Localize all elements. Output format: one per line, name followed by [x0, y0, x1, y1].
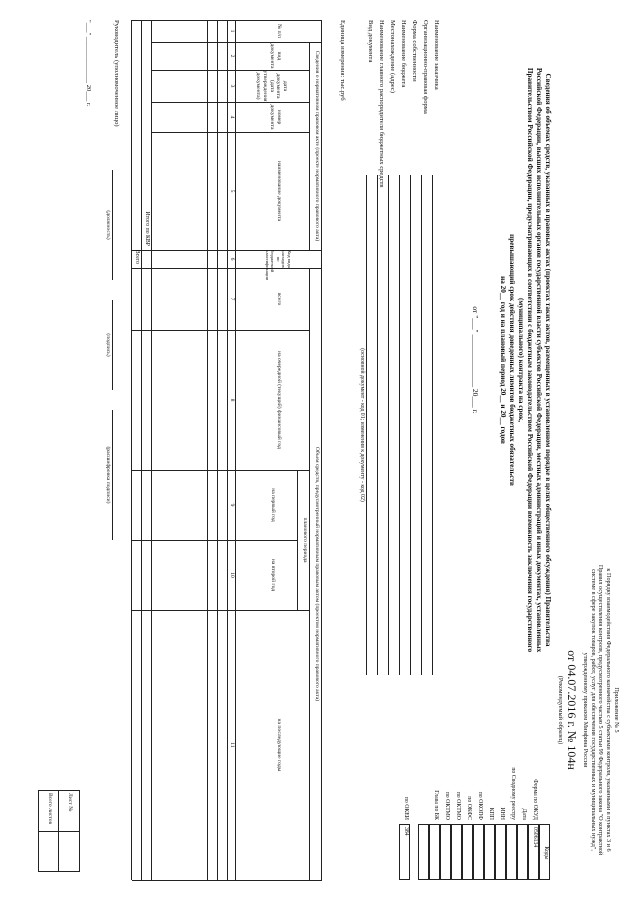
- code-value: [495, 824, 506, 880]
- doc-type-hint: (основной документ - код 01; изменения к документу - код 02): [359, 348, 365, 502]
- field-line: [432, 175, 433, 675]
- appendix-basis: к Порядку взаимодействия Федерального казначейства с субъектами контроля, указанными в пунктах 3 и 6 Правил осуществления контроля, предусмотренного частью 5 статьи 99 Федерального закона "О контрактной системе в сфере закупок товаров, работ, услуг для обеспечения государственных и муниципальных нужд", утвержденному приказом Минфина России: [582, 564, 613, 856]
- column-number: 8: [229, 398, 235, 402]
- signature-block: [20, 20, 120, 680]
- column-number: 7: [229, 297, 235, 301]
- code-label: Дата: [521, 808, 527, 820]
- code-label: по ОКЕИ: [403, 796, 409, 820]
- code-row: [440, 700, 451, 880]
- field-customer: Наименование заказчика: [433, 20, 440, 90]
- signature-caption: (подпись): [105, 333, 111, 357]
- code-row: [506, 700, 517, 880]
- codes-header-row: [539, 700, 550, 880]
- code-label: Форма по ОКУД: [532, 779, 538, 820]
- code-row: [517, 700, 528, 880]
- title-line: Сведения об объемах средств, указанных в правовых актах (проектах таких актов, размещенных в установленном порядке в целях общественного обсуждения) Правительства: [544, 73, 552, 647]
- field-legal-form: Организационно-правовая форма: [422, 20, 429, 114]
- column-number: 1: [229, 29, 235, 33]
- column-number: 2: [229, 54, 235, 58]
- code-value: [462, 824, 473, 880]
- column-number: 5: [229, 189, 235, 193]
- code-value: [418, 824, 429, 880]
- header-planned-period: планового периода: [302, 517, 308, 563]
- field-line: [399, 175, 400, 675]
- column-number: 10: [229, 572, 235, 578]
- field-line: [410, 175, 411, 675]
- order-number: 104н: [565, 745, 580, 770]
- title-line: (муниципального) контракта на срок,: [517, 297, 525, 423]
- header-kbk: Код вида расходов по бюджетной классификации: [265, 250, 292, 281]
- appendix-block: [557, 560, 621, 860]
- column-number: 3: [229, 84, 235, 88]
- code-row: [462, 700, 473, 880]
- header-doc-date: дата документа (дата утверждения документа): [255, 70, 288, 102]
- sheet-label: Лист №: [67, 793, 73, 812]
- field-line: [421, 175, 422, 675]
- code-label: по ОКОПФ: [477, 791, 483, 820]
- code-label: ИНН: [499, 807, 505, 820]
- column-number: 4: [229, 115, 235, 119]
- approved-prefix: от: [565, 650, 580, 662]
- header-next-years: на последующие годы: [276, 718, 282, 772]
- field-doc-type: Вид документа: [367, 20, 374, 63]
- header-row-number: № п/п: [276, 23, 282, 39]
- report-date: от "___" ______________ 20___ г.: [471, 306, 480, 414]
- header-fields: [330, 20, 440, 680]
- code-value: [429, 824, 440, 880]
- code-label: по ОКТМО: [444, 791, 450, 820]
- sheet-number-box: [38, 790, 80, 872]
- grand-total: Всего: [134, 249, 140, 264]
- header-second-year: на второй год: [270, 558, 276, 592]
- title-line: Правительством Российской Федерации, предусматривающих в соответствии с бюджетным законодательством Российской Федерации возможность заключения государственного: [526, 67, 534, 653]
- approved-line: [564, 560, 579, 860]
- field-budget: Наименование бюджета: [400, 20, 407, 88]
- code-label: по ОКТМО: [455, 791, 461, 820]
- title-line: Российской Федерации, высших исполнительных органов государственной власти субъектов Российской Федерации, местных администраций и иных документах, установленных: [535, 67, 543, 653]
- header-current-year: на очередной (текущий) финансовый год: [276, 351, 282, 449]
- code-label: Глава по БК: [433, 790, 439, 820]
- column-number: 9: [229, 503, 235, 507]
- code-value: [451, 824, 462, 880]
- header-act-info: Сведения о нормативном правовом акте (проекте нормативного правового акта): [314, 50, 320, 242]
- position-caption: (должность): [105, 210, 111, 240]
- header-doc-number: номер документа: [269, 104, 282, 130]
- code-label: КПП: [488, 807, 494, 820]
- code-label: по ОКФС: [466, 796, 472, 820]
- code-value: [440, 824, 451, 880]
- codes-header: Коды: [539, 824, 550, 880]
- signature-date: "___" ______________ 20___ г.: [85, 20, 92, 107]
- code-value: [473, 824, 484, 880]
- code-value: [484, 824, 495, 880]
- header-first-year: на первый год: [270, 488, 276, 522]
- appendix-title: Приложение № 5: [613, 687, 620, 733]
- field-address: Местонахождение (адрес): [389, 20, 396, 93]
- column-number: 6: [229, 257, 235, 261]
- code-label: по Сводному реестру: [510, 767, 516, 820]
- field-line: [377, 175, 378, 675]
- code-value: [506, 824, 517, 880]
- decoding-caption: (расшифровка подписи): [105, 446, 111, 504]
- code-row: [451, 700, 462, 880]
- code-value: 384: [399, 824, 410, 880]
- column-number: 11: [229, 742, 235, 748]
- title-line: на 20__ год и на плановый период 20__ и 20__ годов: [499, 276, 507, 444]
- header-total: всего: [276, 292, 282, 306]
- signatory-label: Руководитель (уполномоченное лицо): [113, 20, 120, 127]
- header-doc-kind: вид документа: [269, 43, 282, 69]
- code-row: [429, 700, 440, 880]
- code-row: [484, 700, 495, 880]
- header-volume: Объем средств, предусмотренный нормативным правовым актом (проектом нормативного правового акта): [314, 446, 320, 702]
- main-table: [132, 20, 322, 880]
- document-title: [498, 60, 552, 660]
- approved-date: 04.07.2016 г. №: [565, 664, 580, 743]
- code-row: [473, 700, 484, 880]
- code-row: [495, 700, 506, 880]
- code-value: [517, 824, 528, 880]
- field-line: [388, 175, 389, 675]
- recommended-note: (Рекомендуемый образец): [557, 675, 565, 745]
- field-ownership: Форма собственности: [411, 20, 418, 82]
- code-row: [399, 700, 410, 880]
- field-chief-administrator: Наименование главного распорядителя бюджетных средств: [378, 20, 385, 188]
- header-doc-name: наименование документа: [276, 160, 282, 222]
- unit-label: Единица измерения: тыс.руб: [339, 20, 346, 101]
- field-line: [366, 175, 367, 675]
- code-row: [528, 700, 539, 880]
- total-by-kvr: Итого по КВР: [144, 211, 150, 246]
- total-sheets-label: Всего листов: [47, 793, 53, 825]
- code-row: [418, 700, 429, 880]
- code-value: 0506134: [528, 824, 539, 880]
- title-line: превышающий срок действия доведенных лимитов бюджетных обязательств: [508, 234, 516, 486]
